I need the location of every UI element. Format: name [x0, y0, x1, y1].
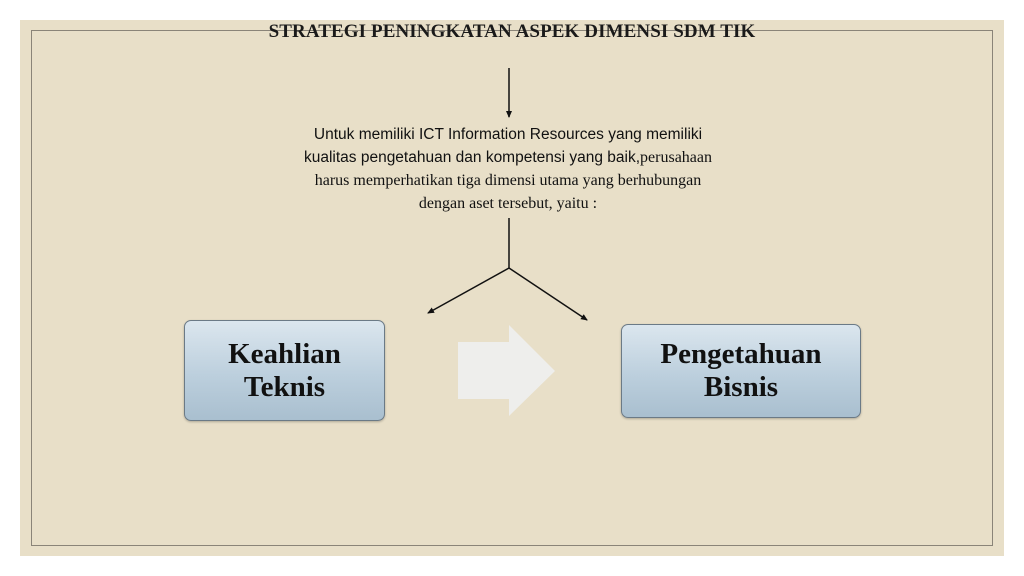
box-left-line-2: Teknis	[243, 370, 326, 403]
box-right-line-2: Bisnis	[703, 371, 779, 403]
description-line-2-b: perusahaan	[640, 149, 713, 166]
box-right-line-1: Pengetahuan	[660, 338, 822, 370]
description-text	[258, 123, 758, 215]
big-right-arrow-shape	[458, 325, 555, 416]
description-line-4: dengan aset tersebut, yaitu :	[418, 195, 598, 212]
description-line-1: Untuk memiliki ICT Information Resources yang memiliki	[313, 126, 703, 143]
description-line-2	[258, 146, 758, 169]
keahlian-teknis-box	[184, 320, 385, 421]
box-left-line-1: Keahlian	[228, 337, 341, 370]
slide-title: STRATEGI PENINGKATAN ASPEK DIMENSI SDM TIK	[268, 21, 756, 42]
branch-right-arrow	[509, 268, 587, 320]
description-line-2-a: kualitas pengetahuan dan kompetensi yang baik,	[303, 149, 641, 166]
pengetahuan-bisnis-box	[621, 324, 861, 418]
description-line-3: harus memperhatikan tiga dimensi utama yang berhubungan	[314, 172, 702, 189]
branch-left-arrow	[428, 268, 509, 313]
